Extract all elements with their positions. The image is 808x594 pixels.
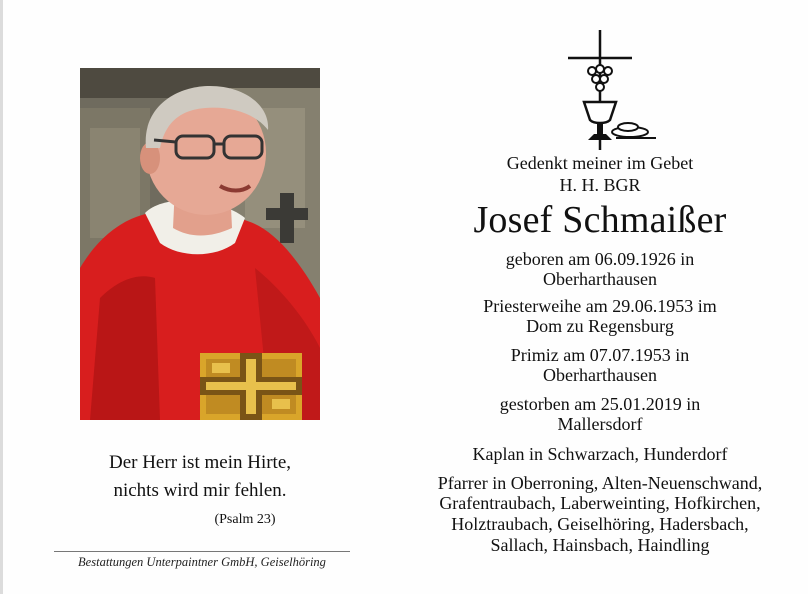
- pfarrer-line-2: Grafentraubach, Laberweinting, Hofkirchen,: [439, 493, 761, 513]
- pfarrer-line-1: Pfarrer in Oberroning, Alten-Neuenschwand,: [437, 473, 763, 493]
- deceased-name: Josef Schmaißer: [473, 199, 727, 241]
- honorific-title: H. H. BGR: [559, 175, 641, 195]
- psalm-line-1: Der Herr ist mein Hirte,: [108, 452, 292, 473]
- portrait-photo: [80, 68, 320, 420]
- prayer-line: Gedenkt meiner im Gebet: [506, 153, 694, 173]
- card-edge: [0, 0, 3, 594]
- kaplan-line: Kaplan in Schwarzach, Hunderdorf: [472, 444, 728, 464]
- cross-chalice-grapes-bread-icon: [560, 28, 660, 153]
- birth-line-1: geboren am 06.09.1926 in: [505, 249, 695, 269]
- footer-divider: [54, 551, 350, 552]
- death-line-2: Mallersdorf: [557, 414, 643, 434]
- ordination-line-2: Dom zu Regensburg: [526, 316, 674, 336]
- pfarrer-line-3: Holztraubach, Geiselhöring, Hadersbach,: [451, 514, 749, 534]
- primiz-line-2: Oberharthausen: [543, 365, 657, 385]
- pfarrer-line-4: Sallach, Hainsbach, Haindling: [490, 535, 710, 555]
- funeral-home-name: Bestattungen Unterpaintner GmbH, Geiselhöring: [78, 555, 326, 569]
- ordination-line-1: Priesterweihe am 29.06.1953 im: [483, 296, 717, 316]
- birth-line-2: Oberharthausen: [543, 269, 657, 289]
- primiz-line-1: Primiz am 07.07.1953 in: [510, 345, 690, 365]
- psalm-line-2: nichts wird mir fehlen.: [113, 480, 287, 501]
- psalm-reference: (Psalm 23): [214, 512, 276, 527]
- death-line-1: gestorben am 25.01.2019 in: [499, 394, 701, 414]
